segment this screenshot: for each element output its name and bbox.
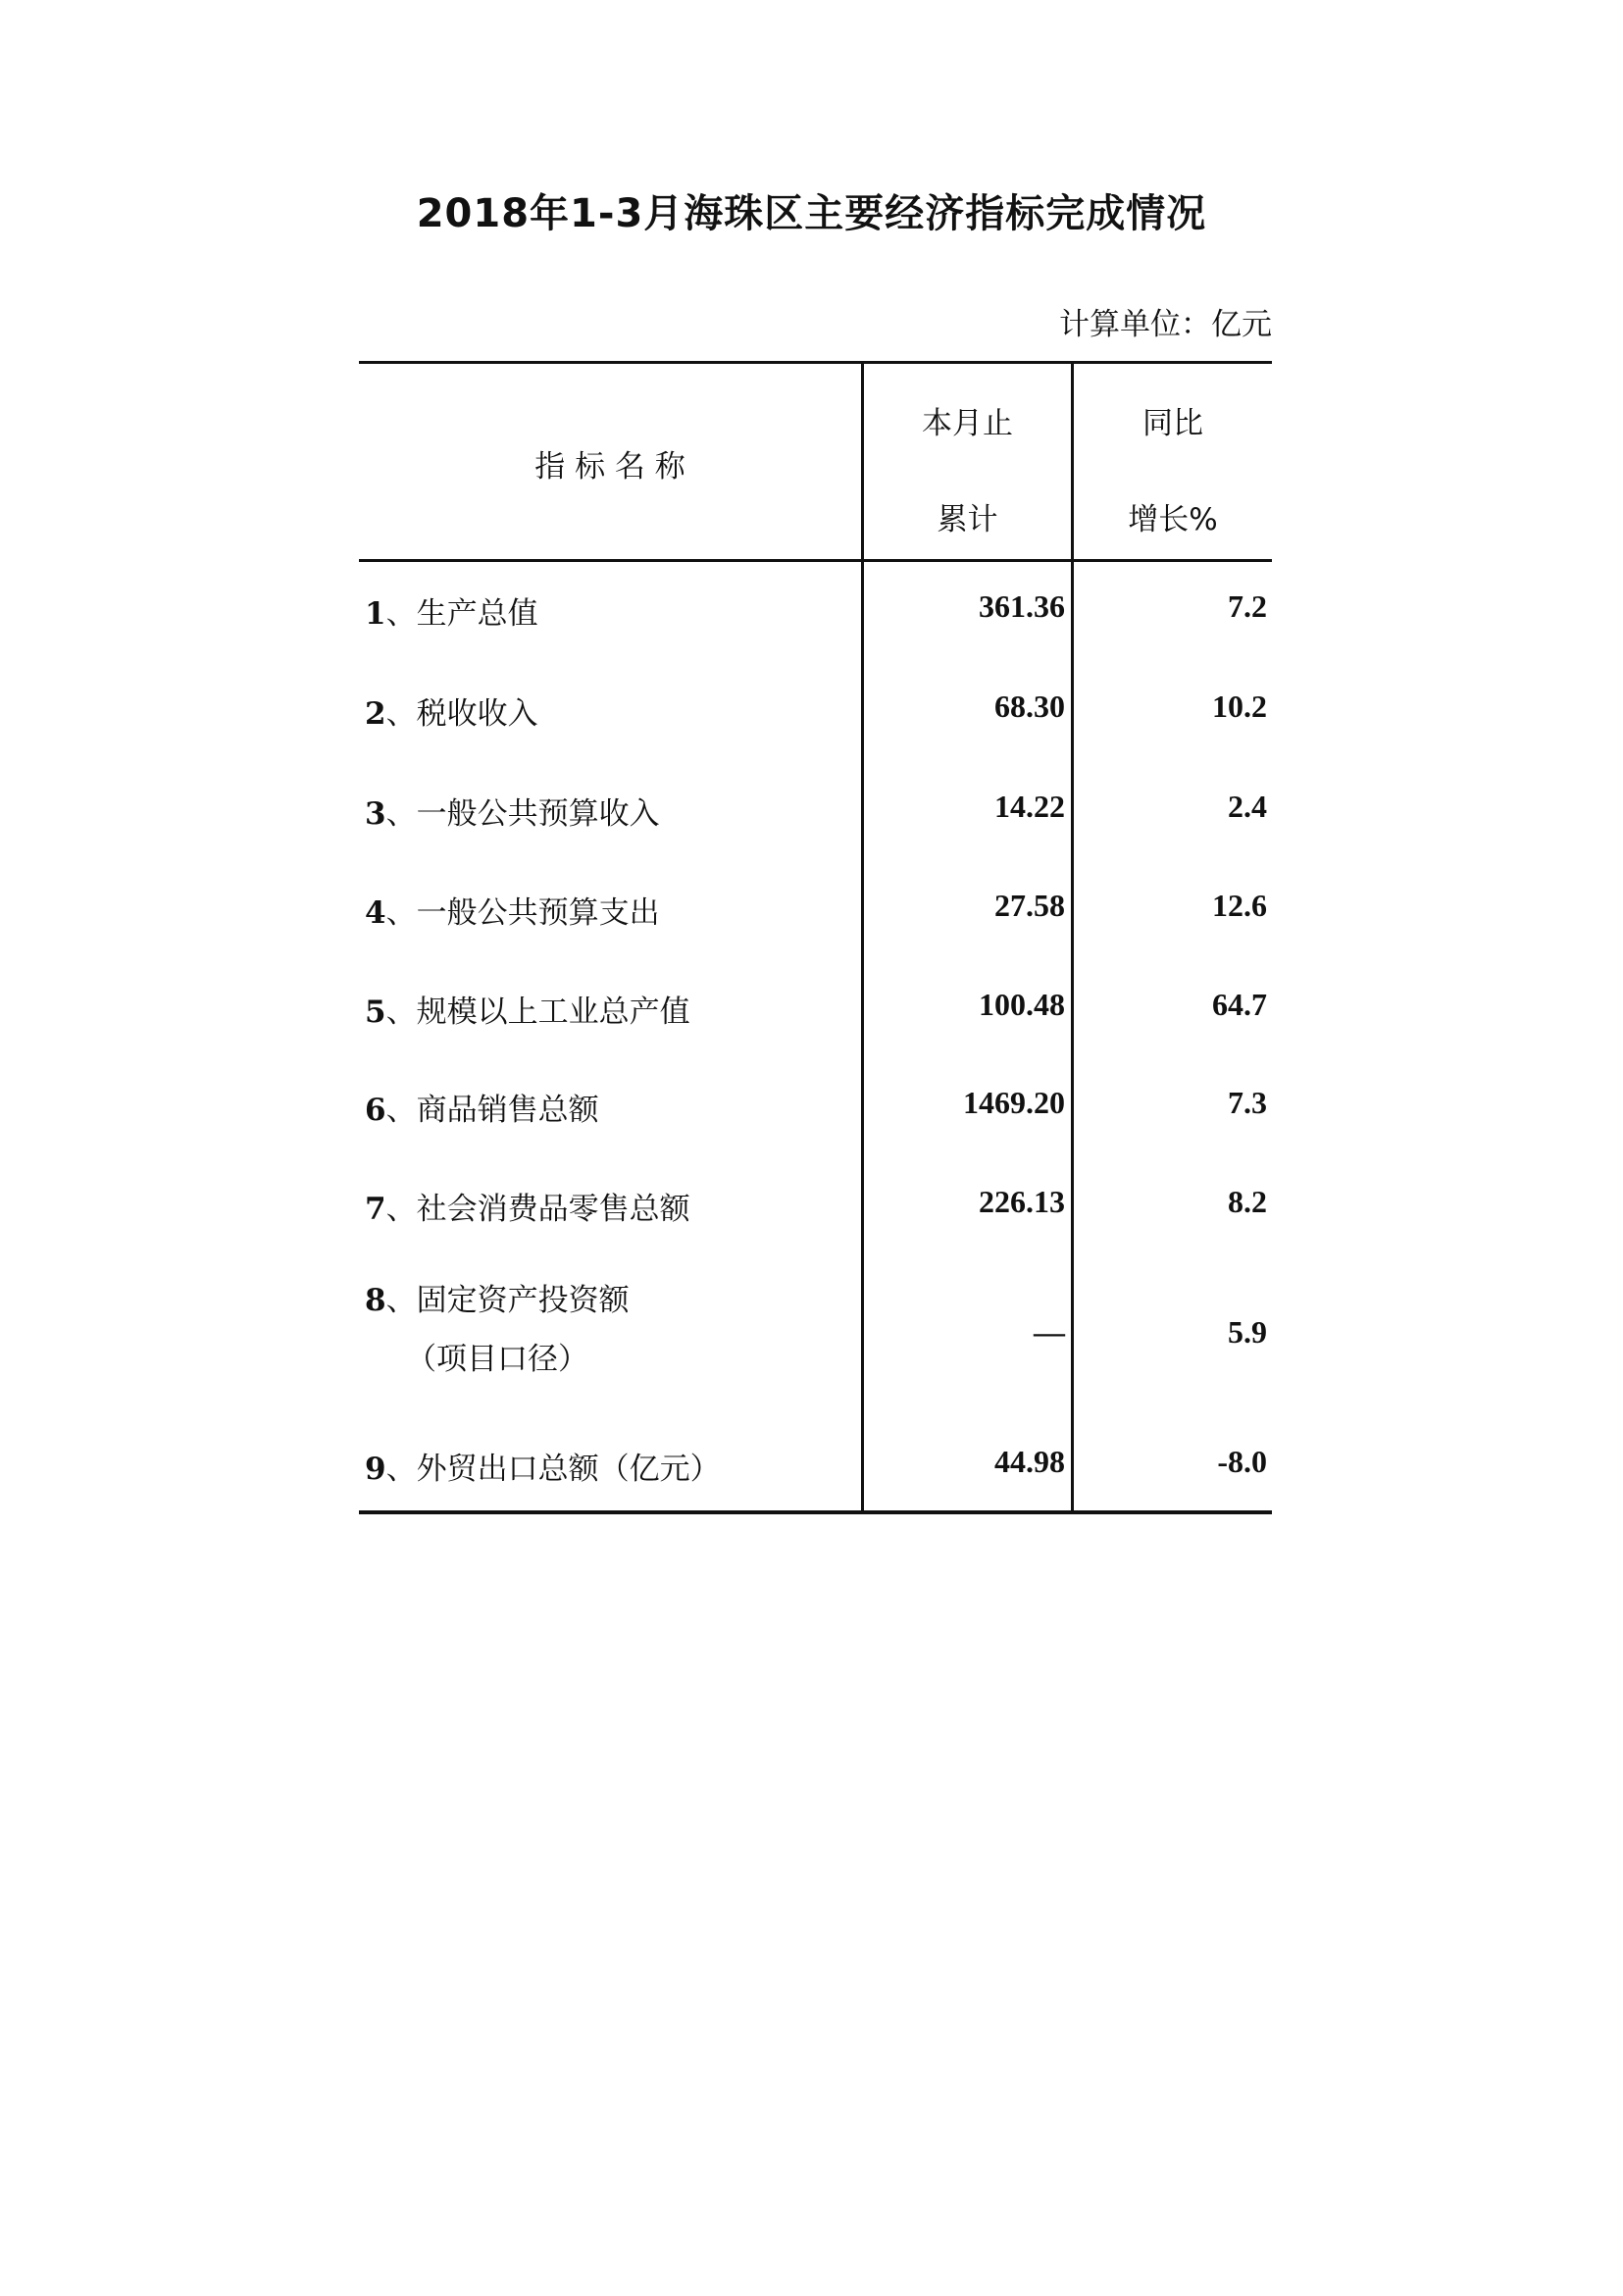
cumulative-value-8: — [1034, 1314, 1065, 1350]
yoy-value-8: 5.9 [1228, 1314, 1267, 1350]
row-label-5 [365, 987, 690, 1031]
header-yoy-line1: 同比 [1142, 406, 1203, 441]
table-bottom-rule [359, 1510, 1272, 1514]
row-label-text: 、外贸出口总额（亿元） [385, 1452, 721, 1487]
header-yoy-line2: 增长% [1128, 502, 1218, 537]
row-label-text: 、生产总值 [385, 596, 538, 632]
yoy-value-1: 7.2 [1228, 588, 1267, 624]
row-label-3 [365, 789, 660, 833]
cumulative-value-9: 44.98 [994, 1444, 1065, 1479]
row-label-text: 、社会消费品零售总额 [385, 1192, 690, 1227]
row-label-1 [365, 588, 538, 633]
indicator-table [359, 361, 1272, 1514]
cumulative-value-6: 1469.20 [963, 1085, 1065, 1120]
row-label-text: 、税收收入 [385, 696, 538, 732]
row-label-4 [365, 888, 660, 932]
row-label-7 [365, 1184, 690, 1228]
row-label-8-sub: （项目口径） [406, 1342, 588, 1377]
cumulative-value-3: 14.22 [994, 789, 1065, 824]
row-label-8 [365, 1275, 630, 1319]
cumulative-value-5: 100.48 [979, 987, 1065, 1022]
row-number: 9 [365, 1452, 386, 1487]
yoy-value-9: -8.0 [1217, 1444, 1267, 1479]
cumulative-value-1: 361.36 [979, 588, 1065, 624]
yoy-value-2: 10.2 [1212, 689, 1267, 724]
cumulative-value-4: 27.58 [994, 888, 1065, 923]
header-indicator-name: 指 标 名 称 [534, 449, 685, 485]
row-number: 8 [365, 1283, 386, 1318]
row-number: 5 [365, 995, 386, 1030]
row-label-6 [365, 1085, 599, 1129]
yoy-value-6: 7.3 [1228, 1085, 1267, 1120]
table-top-rule [359, 361, 1272, 364]
row-number: 2 [365, 696, 386, 732]
yoy-value-7: 8.2 [1228, 1184, 1267, 1219]
row-label-text: 、规模以上工业总产值 [385, 995, 690, 1030]
row-label-9 [365, 1444, 721, 1488]
header-bottom-rule [359, 559, 1272, 562]
header-cumulative-line2: 累计 [937, 502, 998, 537]
row-label-text: 、一般公共预算收入 [385, 796, 660, 832]
cumulative-value-2: 68.30 [994, 689, 1065, 724]
yoy-value-5: 64.7 [1212, 987, 1267, 1022]
row-label-text: 、商品销售总额 [385, 1093, 599, 1128]
row-number: 6 [365, 1093, 386, 1128]
yoy-value-3: 2.4 [1228, 789, 1267, 824]
cumulative-value-7: 226.13 [979, 1184, 1065, 1219]
row-number: 7 [365, 1192, 386, 1227]
row-label-2 [365, 689, 538, 733]
row-label-text: 、一般公共预算支出 [385, 895, 660, 931]
row-number: 1 [365, 596, 386, 632]
row-label-text: 、固定资产投资额 [385, 1283, 630, 1318]
header-cumulative-line1: 本月止 [922, 406, 1013, 441]
page-title: 2018年1-3月海珠区主要经济指标完成情况 [416, 191, 1207, 236]
row-number: 4 [365, 895, 386, 931]
unit-label: 计算单位：亿元 [1059, 307, 1272, 342]
row-number: 3 [365, 796, 386, 832]
yoy-value-4: 12.6 [1212, 888, 1267, 923]
